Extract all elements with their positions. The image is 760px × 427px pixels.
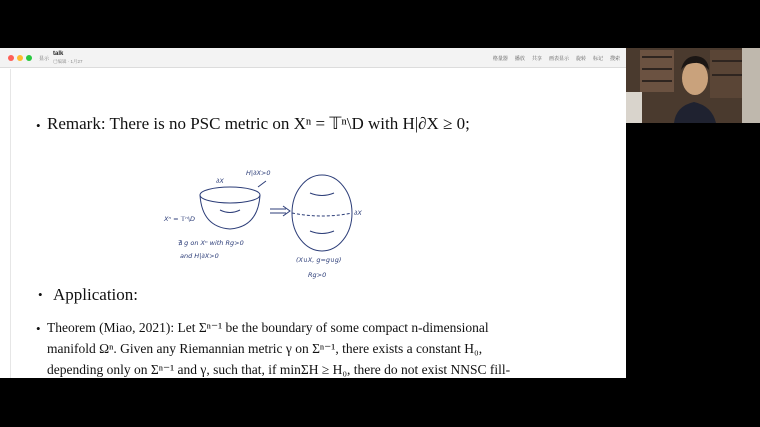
bullet-marker: • — [36, 118, 41, 133]
view-menu-label[interactable]: 显示 — [39, 56, 50, 62]
sketch-label-x: Xⁿ = 𝕋ⁿ\D — [164, 215, 196, 223]
slide-border — [10, 69, 11, 378]
window-light-shape — [742, 48, 760, 123]
minimize-window-button[interactable] — [17, 55, 23, 61]
sketch-label-dx: ∂X — [216, 177, 224, 185]
toolbar-item[interactable]: 旋转 — [575, 56, 586, 62]
sketch-label-no-metric: ∄ g on Xⁿ with Rg>0 — [178, 239, 244, 247]
theorem-line: manifold Ωⁿ. Given any Riemannian metric γ on Σⁿ⁻¹, there exists a constant H₀, — [47, 341, 483, 356]
right-hole-bottom — [310, 231, 334, 234]
implies-arrow — [270, 206, 290, 216]
gluing-seam — [292, 213, 352, 216]
left-boundary-ellipse — [200, 187, 260, 203]
webcam-scene — [626, 48, 760, 123]
normal-arrow — [258, 181, 266, 187]
document-title: talk — [53, 51, 64, 57]
toolbar-item[interactable]: 画表显示 — [548, 56, 569, 62]
theorem-line: Theorem (Miao, 2021): Let Σⁿ⁻¹ be the boundary of some compact n-dimensional — [47, 320, 489, 335]
theorem-text — [47, 317, 607, 378]
sketch-label-doubled: (X∪X, g=g∪g) — [296, 256, 342, 264]
person-face — [682, 61, 708, 95]
left-hole — [220, 210, 240, 213]
document-subtitle: 已编辑 · 1月27 — [53, 59, 83, 64]
bullet-marker: • — [38, 287, 43, 302]
bullet-marker: • — [36, 321, 41, 336]
toolbar-actions — [493, 55, 620, 62]
right-hole-top — [310, 193, 334, 196]
toolbar-item[interactable]: 播放 — [514, 56, 525, 62]
sketch-label-rg: Rg>0 — [308, 271, 327, 279]
right-doubled-body — [292, 175, 352, 251]
toolbar-item[interactable]: 格量器 — [492, 56, 508, 62]
application-heading: Application: — [53, 285, 138, 304]
theorem-line: depending only on Σⁿ⁻¹ and γ, such that, if minΣH ≥ H₀, there do not exist NNSC fill- — [47, 362, 511, 377]
toolbar-item[interactable]: 搜索 — [609, 56, 620, 62]
slide-viewer-window — [0, 48, 626, 378]
slide-canvas — [0, 69, 626, 378]
sketch-label-right-dx: ∂X — [354, 209, 362, 217]
toolbar-item[interactable]: 共享 — [531, 56, 542, 62]
sketch-label-h: H|∂X>0 — [246, 169, 271, 177]
zoom-window-button[interactable] — [26, 55, 32, 61]
close-window-button[interactable] — [8, 55, 14, 61]
remark-line: Remark: There is no PSC metric on Xⁿ = 𝕋ⁿ\D with H|∂X ≥ 0; — [47, 114, 470, 133]
window-titlebar — [0, 48, 626, 68]
webcam-video-feed — [626, 48, 760, 123]
curtain-shape — [626, 92, 642, 123]
handwritten-sketch — [150, 165, 390, 285]
toolbar-item[interactable]: 标记 — [592, 56, 603, 62]
sketch-label-and-h: and H|∂X>0 — [180, 252, 219, 260]
